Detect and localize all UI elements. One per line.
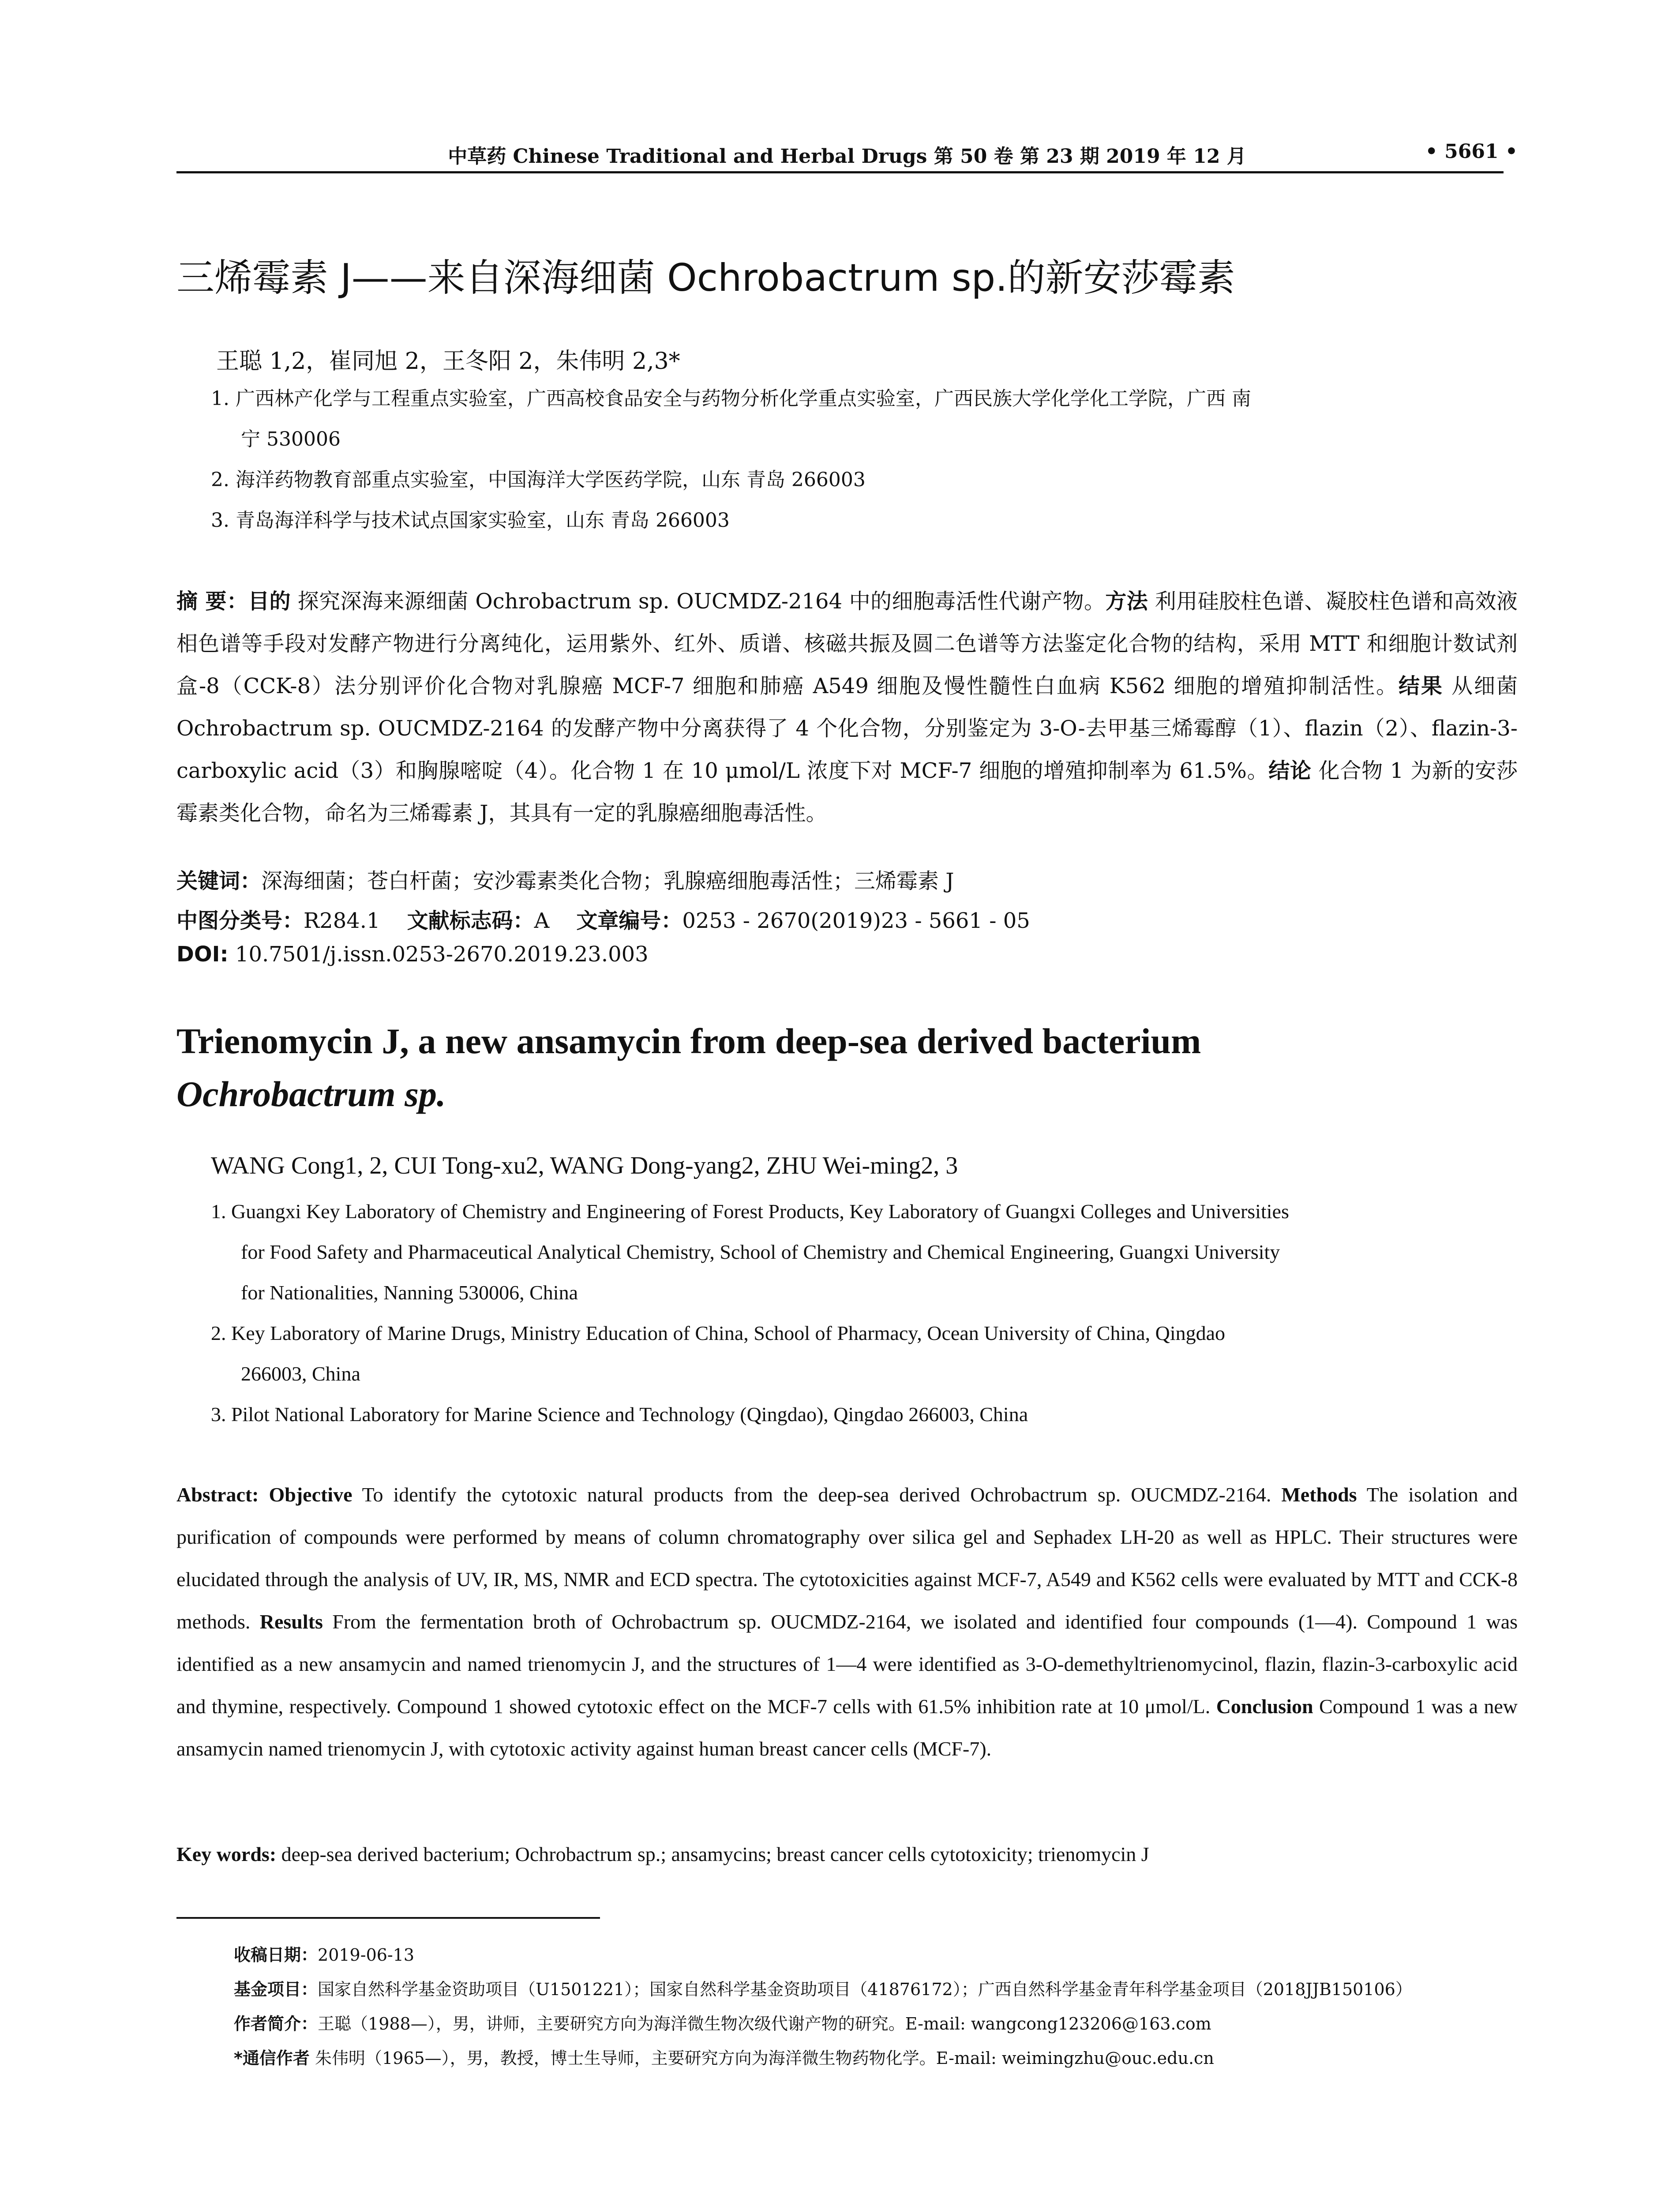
footnote-rule — [176, 1917, 600, 1919]
en-title-line-1: Trienomycin J, a new ansamycin from deep-sea derived bacterium — [176, 1021, 1201, 1061]
clc-label: 中图分类号： — [176, 908, 304, 933]
page-number: • 5661 • — [1425, 140, 1518, 163]
cn-affiliation-2: 2. 海洋药物教育部重点实验室，中国海洋大学医药学院，山东 青岛 266003 — [211, 469, 866, 491]
doi-label: DOI: — [176, 942, 229, 967]
fn-corr-label: *通信作者 — [234, 2048, 310, 2068]
en-title-line-2: Ochrobactrum sp. — [176, 1074, 446, 1114]
en-affiliation-1-cont-a: for Food Safety and Pharmaceutical Analytical Chemistry, School of Chemistry and Chemical Engineering, Guangxi University — [241, 1241, 1280, 1263]
cn-authors: 王聪 1,2，崔同旭 2，王冬阳 2，朱伟明 2,3* — [216, 348, 680, 375]
cn-methods-text: 利用硅胶柱色谱、凝胶柱色谱和高效液相色谱等手段对发酵产物进行分离纯化，运用紫外、红外、质谱、核磁共振及圆二色谱等方法鉴定化合物的结构，采用 MTT 和细胞计数试剂盒-8（CCK-8）法分别评价化合物对乳腺癌 MCF-7 细胞和肺癌 A549 细胞及慢性髓性白血病 K562 细胞的增殖抑制活性。 — [176, 589, 1518, 698]
cn-abstract — [176, 580, 1518, 834]
en-keywords-text: deep-sea derived bacterium; Ochrobactrum sp.; ansamycins; breast cancer cells cytotoxicity; trienomycin J — [281, 1843, 1149, 1865]
en-affiliation-2-cont: 266003, China — [241, 1362, 360, 1385]
article-no-value: 0253 - 2670(2019)23 - 5661 - 05 — [682, 908, 1030, 933]
cn-objective-text: 探究深海来源细菌 Ochrobactrum sp. OUCMDZ-2164 中的细胞毒活性代谢产物。 — [297, 589, 1106, 614]
doc-code-value: A — [534, 908, 550, 933]
cn-results-text: 从细菌 Ochrobactrum sp. OUCMDZ-2164 的发酵产物中分离获得了 4 个化合物，分别鉴定为 3-O-去甲基三烯霉醇（1）、flazin（2）、flazin-3-carboxylic acid（3）和胸腺嘧啶（4）。化合物 1 在 10 μmol/L 浓度下对 MCF-7 细胞的增殖抑制率为 61.5%。 — [176, 674, 1518, 783]
en-abstract-label: Abstract: — [176, 1483, 259, 1506]
doi-value: 10.7501/j.issn.0253-2670.2019.23.003 — [235, 942, 649, 967]
header-rule — [176, 171, 1504, 173]
en-objective-label: Objective — [269, 1483, 352, 1506]
cn-affiliation-1: 1. 广西林产化学与工程重点实验室，广西高校食品安全与药物分析化学重点实验室，广西民族大学化学化工学院，广西 南 — [211, 387, 1251, 410]
en-authors: WANG Cong1, 2, CUI Tong-xu2, WANG Dong-yang2, ZHU Wei-ming2, 3 — [211, 1152, 958, 1179]
doi-line — [176, 942, 649, 967]
fn-fund — [234, 1976, 1412, 2000]
cn-affiliations — [211, 379, 1517, 541]
en-results-text: From the fermentation broth of Ochrobactrum sp. OUCMDZ-2164, we isolated and identified four compounds (1—4). Compound 1 was identified as a new ansamycin and named trienomycin J, and the structures of 1—4 were identified as 3-O-demethyltrienomycinol, flazin, flazin-3-carboxylic acid and thymine, respectively. Compound 1 showed cytotoxic effect on the MCF-7 cells with 61.5% inhibition rate at 10 μmol/L. — [176, 1610, 1518, 1718]
en-methods-label: Methods — [1281, 1483, 1357, 1506]
cn-conclusion-text: 化合物 1 为新的安莎霉素类化合物，命名为三烯霉素 J，其具有一定的乳腺癌细胞毒活性。 — [176, 758, 1518, 825]
cn-objective-label: 目的 — [248, 589, 291, 614]
fn-fund-label: 基金项目： — [234, 1980, 318, 1999]
en-keywords-label: Key words: — [176, 1843, 277, 1865]
cn-keywords-label: 关键词： — [176, 869, 262, 893]
fn-corr-value: 朱伟明（1965—），男，教授，博士生导师，主要研究方向为海洋微生物药物化学。E-mail: weimingzhu@ouc.edu.cn — [315, 2048, 1214, 2068]
en-results-label: Results — [259, 1610, 323, 1633]
cn-keywords-text: 深海细菌；苍白杆菌；安沙霉素类化合物；乳腺癌细胞毒活性；三烯霉素 J — [261, 869, 954, 893]
doc-code-label: 文献标志码： — [407, 908, 534, 933]
fn-correspondence — [234, 2045, 1214, 2069]
en-keywords — [176, 1833, 1518, 1876]
fn-author-value: 王聪（1988—），男，讲师，主要研究方向为海洋微生物次级代谢产物的研究。E-mail: wangcong123206@163.com — [318, 2014, 1211, 2033]
cn-methods-label: 方法 — [1105, 589, 1148, 614]
running-header: 中草药 Chinese Traditional and Herbal Drugs 第 50 卷 第 23 期 2019 年 12 月 — [448, 145, 1246, 168]
cn-results-label: 结果 — [1398, 674, 1444, 698]
cn-classification — [176, 904, 1030, 934]
clc-value: R284.1 — [304, 908, 380, 933]
fn-received-value: 2019-06-13 — [318, 1945, 415, 1965]
cn-keywords — [176, 864, 954, 894]
en-affiliations — [211, 1191, 1517, 1435]
en-affiliation-1: 1. Guangxi Key Laboratory of Chemistry and Engineering of Forest Products, Key Laboratory of Guangxi Colleges and Universities — [211, 1200, 1289, 1223]
en-title — [176, 1015, 1201, 1121]
fn-author — [234, 2010, 1211, 2034]
en-abstract — [176, 1474, 1518, 1770]
cn-conclusion-label: 结论 — [1268, 758, 1312, 783]
en-conclusion-text: Compound 1 was a new ansamycin named trienomycin J, with cytotoxic activity against human breast cancer cells (MCF-7). — [176, 1695, 1518, 1760]
cn-affiliation-1-cont: 宁 530006 — [241, 428, 341, 450]
cn-abstract-label: 摘 要： — [176, 589, 248, 614]
cn-affiliation-3: 3. 青岛海洋科学与技术试点国家实验室，山东 青岛 266003 — [211, 509, 730, 532]
fn-received-label: 收稿日期： — [234, 1945, 318, 1965]
article-no-label: 文章编号： — [576, 908, 682, 933]
en-conclusion-label: Conclusion — [1216, 1695, 1313, 1718]
en-affiliation-3: 3. Pilot National Laboratory for Marine Science and Technology (Qingdao), Qingdao 266003, China — [211, 1403, 1028, 1426]
cn-title: 三烯霉素 J——来自深海细菌 Ochrobactrum sp.的新安莎霉素 — [176, 256, 1235, 300]
fn-author-label: 作者简介： — [234, 2014, 318, 2033]
en-affiliation-2: 2. Key Laboratory of Marine Drugs, Ministry Education of China, School of Pharmacy, Ocean University of China, Qingdao — [211, 1322, 1226, 1344]
en-objective-text: To identify the cytotoxic natural products from the deep-sea derived Ochrobactrum sp. OUCMDZ-2164. — [362, 1483, 1271, 1506]
en-affiliation-1-cont-b: for Nationalities, Nanning 530006, China — [241, 1281, 578, 1304]
fn-received — [234, 1941, 414, 1966]
fn-fund-value: 国家自然科学基金资助项目（U1501221）；国家自然科学基金资助项目（41876172）；广西自然科学基金青年科学基金项目（2018JJB150106） — [318, 1980, 1412, 1999]
en-methods-text: The isolation and purification of compounds were performed by means of column chromatography over silica gel and Sephadex LH-20 as well as HPLC. Their structures were elucidated through the analysis of UV, IR, MS, NMR and ECD spectra. The cytotoxicities against MCF-7, A549 and K562 cells were evaluated by MTT and CCK-8 methods. — [176, 1483, 1518, 1633]
